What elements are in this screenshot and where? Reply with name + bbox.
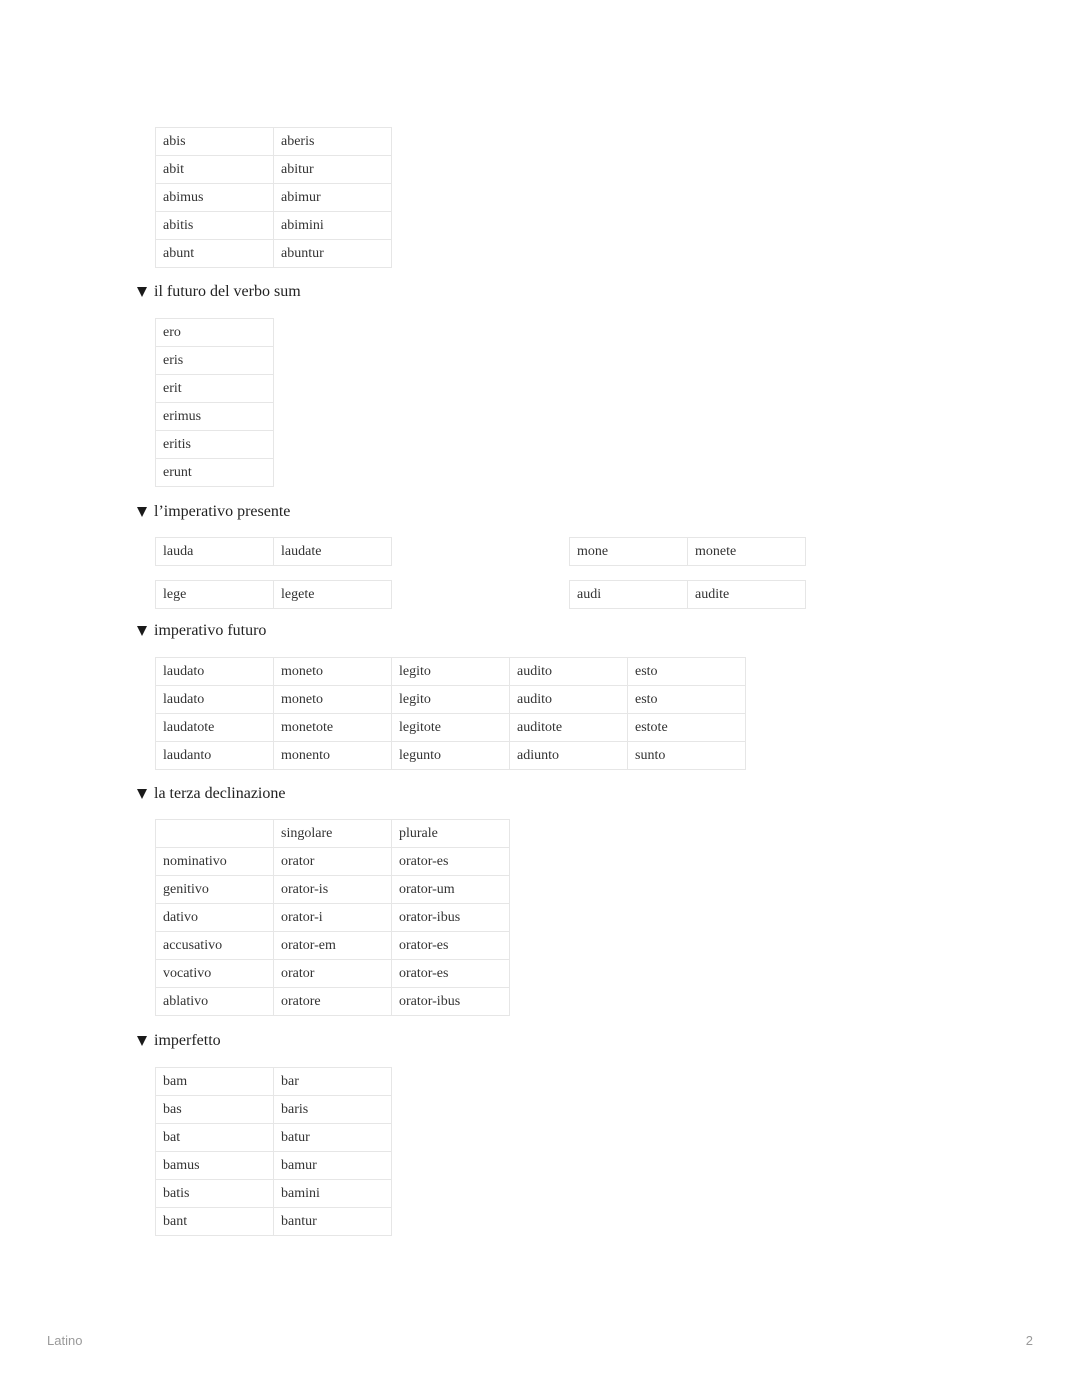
table-cell: dativo — [156, 904, 274, 932]
table-abis — [155, 127, 392, 268]
table-futuro-sum — [155, 318, 274, 487]
table-cell: monetote — [274, 714, 392, 742]
table-row — [156, 686, 746, 714]
table-cell: esto — [628, 686, 746, 714]
table-cell: nominativo — [156, 848, 274, 876]
table-cell: laudatote — [156, 714, 274, 742]
table-row — [156, 988, 510, 1016]
table-cell: erit — [156, 375, 274, 403]
table-row — [156, 319, 274, 347]
table-row — [156, 820, 510, 848]
table-row — [156, 538, 392, 566]
table-cell: lauda — [156, 538, 274, 566]
table-cell: legete — [274, 581, 392, 609]
table-cell: laudato — [156, 658, 274, 686]
toggle-label: imperfetto — [154, 1032, 221, 1049]
table-cell: oratore — [274, 988, 392, 1016]
page-number: 2 — [1025, 1333, 1033, 1348]
table-cell: orator-um — [392, 876, 510, 904]
table-cell: adiunto — [510, 742, 628, 770]
table-cell: orator-em — [274, 932, 392, 960]
table-row — [156, 403, 274, 431]
toggle-terza-declinazione[interactable] — [137, 785, 285, 803]
triangle-down-icon[interactable] — [137, 626, 147, 636]
table-cell: eritis — [156, 431, 274, 459]
table-cell: batur — [274, 1124, 392, 1152]
table-cell: orator-ibus — [392, 988, 510, 1016]
table-imperativo-futuro — [155, 657, 746, 770]
table-cell: orator-es — [392, 960, 510, 988]
table-row — [156, 240, 392, 268]
table-row — [570, 581, 806, 609]
table-row — [156, 960, 510, 988]
table-row — [156, 1152, 392, 1180]
table-row — [156, 212, 392, 240]
table-cell: monento — [274, 742, 392, 770]
table-cell: abuntur — [274, 240, 392, 268]
table-cell: plurale — [392, 820, 510, 848]
triangle-down-icon[interactable] — [137, 1036, 147, 1046]
table-cell: mone — [570, 538, 688, 566]
table-cell: laudato — [156, 686, 274, 714]
table-cell: singolare — [274, 820, 392, 848]
footer-title: Latino — [47, 1333, 83, 1348]
table-cell: bantur — [274, 1208, 392, 1236]
table-cell: moneto — [274, 686, 392, 714]
table-cell: monete — [688, 538, 806, 566]
table-cell: orator-i — [274, 904, 392, 932]
table-row — [156, 431, 274, 459]
table-cell — [156, 820, 274, 848]
table-cell: abimur — [274, 184, 392, 212]
table-row — [156, 459, 274, 487]
table-cell: orator-es — [392, 932, 510, 960]
table-row — [156, 1180, 392, 1208]
table-row — [156, 1124, 392, 1152]
table-cell: legitote — [392, 714, 510, 742]
table-row — [156, 714, 746, 742]
triangle-down-icon[interactable] — [137, 287, 147, 297]
table-row — [156, 1208, 392, 1236]
table-cell: bant — [156, 1208, 274, 1236]
table-cell: ero — [156, 319, 274, 347]
table-cell: bat — [156, 1124, 274, 1152]
table-terza-declinazione — [155, 819, 510, 1016]
table-row — [156, 932, 510, 960]
table-cell: abunt — [156, 240, 274, 268]
table-cell: legito — [392, 686, 510, 714]
table-row — [570, 538, 806, 566]
table-cell: aberis — [274, 128, 392, 156]
table-cell: orator-ibus — [392, 904, 510, 932]
table-cell: legito — [392, 658, 510, 686]
table-cell: abis — [156, 128, 274, 156]
table-cell: abimus — [156, 184, 274, 212]
triangle-down-icon[interactable] — [137, 789, 147, 799]
table-cell: audite — [688, 581, 806, 609]
toggle-label: l’imperativo presente — [154, 503, 291, 520]
table-cell: batis — [156, 1180, 274, 1208]
table-cell: lege — [156, 581, 274, 609]
table-row — [156, 184, 392, 212]
table-cell: bamini — [274, 1180, 392, 1208]
table-cell: eris — [156, 347, 274, 375]
table-row — [156, 128, 392, 156]
table-imperativo-mone — [569, 537, 806, 566]
table-row — [156, 904, 510, 932]
table-cell: ablativo — [156, 988, 274, 1016]
table-cell: erimus — [156, 403, 274, 431]
table-cell: auditote — [510, 714, 628, 742]
table-cell: sunto — [628, 742, 746, 770]
toggle-imperativo-futuro[interactable] — [137, 622, 266, 640]
table-cell: accusativo — [156, 932, 274, 960]
table-cell: estote — [628, 714, 746, 742]
table-row — [156, 581, 392, 609]
table-cell: erunt — [156, 459, 274, 487]
toggle-imperativo-presente[interactable] — [137, 503, 290, 521]
table-row — [156, 876, 510, 904]
table-cell: abitur — [274, 156, 392, 184]
table-cell: genitivo — [156, 876, 274, 904]
table-row — [156, 347, 274, 375]
table-cell: orator — [274, 848, 392, 876]
table-cell: bar — [274, 1068, 392, 1096]
table-imperativo-audi — [569, 580, 806, 609]
table-cell: bamus — [156, 1152, 274, 1180]
toggle-label: il futuro del verbo sum — [154, 283, 301, 300]
table-cell: vocativo — [156, 960, 274, 988]
toggle-imperfetto[interactable] — [137, 1032, 221, 1050]
table-cell: baris — [274, 1096, 392, 1124]
table-cell: audito — [510, 686, 628, 714]
table-cell: bamur — [274, 1152, 392, 1180]
table-cell: orator — [274, 960, 392, 988]
table-cell: esto — [628, 658, 746, 686]
triangle-down-icon[interactable] — [137, 507, 147, 517]
table-cell: bas — [156, 1096, 274, 1124]
table-cell: audi — [570, 581, 688, 609]
table-cell: abitis — [156, 212, 274, 240]
table-imperativo-lauda — [155, 537, 392, 566]
toggle-label: la terza declinazione — [154, 785, 286, 802]
table-cell: orator-es — [392, 848, 510, 876]
toggle-label: imperativo futuro — [154, 622, 267, 639]
table-row — [156, 1096, 392, 1124]
table-cell: audito — [510, 658, 628, 686]
table-cell: abimini — [274, 212, 392, 240]
table-imperativo-lege — [155, 580, 392, 609]
toggle-futuro-sum[interactable] — [137, 283, 301, 301]
table-imperfetto — [155, 1067, 392, 1236]
table-row — [156, 658, 746, 686]
table-cell: orator-is — [274, 876, 392, 904]
table-cell: moneto — [274, 658, 392, 686]
table-cell: abit — [156, 156, 274, 184]
table-row — [156, 742, 746, 770]
table-cell: laudate — [274, 538, 392, 566]
table-row — [156, 156, 392, 184]
table-cell: bam — [156, 1068, 274, 1096]
table-row — [156, 375, 274, 403]
table-row — [156, 1068, 392, 1096]
table-row — [156, 848, 510, 876]
table-cell: laudanto — [156, 742, 274, 770]
table-cell: legunto — [392, 742, 510, 770]
